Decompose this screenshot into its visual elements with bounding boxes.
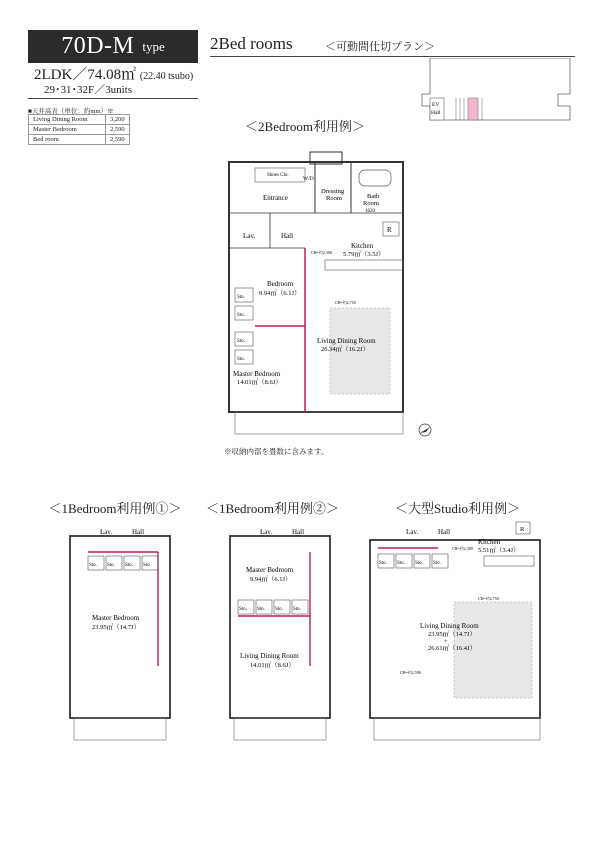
- hall-label: Hall: [438, 528, 451, 536]
- ceiling-height: 2,590: [106, 135, 130, 145]
- ceiling-height: 2,590: [106, 125, 130, 135]
- model-name: 70D-M: [61, 33, 135, 59]
- ldr-plus: +: [444, 638, 448, 645]
- area-tsubo: (22.40 tsubo): [139, 71, 194, 82]
- hall-label: Hall: [132, 528, 145, 536]
- lav-label: Lav.: [260, 528, 273, 536]
- key-hall-label: Hall: [431, 110, 441, 116]
- kitchen-label: Kitchen: [478, 538, 501, 546]
- floor-plan-1bedroom-1: [62, 516, 178, 744]
- ceiling-height-table: [28, 114, 130, 145]
- bath-room-label: Room: [363, 200, 379, 207]
- ceiling-room: Living Dining Room: [29, 115, 106, 125]
- bedroom-area: 9.94㎡（6.1J）: [259, 290, 301, 297]
- main-plan-heading: ＜2Bedroom利用例＞: [245, 119, 365, 134]
- bedroom-label: Bedroom: [267, 280, 294, 288]
- area-value: 2LDK／74.08㎡: [34, 67, 137, 83]
- storage-label: Sto.: [125, 563, 133, 568]
- table-row: [29, 135, 130, 145]
- bedroom-count: 2Bed rooms: [210, 34, 293, 53]
- ldr-label: Living Dining Room: [317, 337, 376, 345]
- lav-label: Lav.: [243, 232, 256, 240]
- plan-studio-heading: ＜大型Studio利用例＞: [395, 501, 520, 516]
- ceiling-caption: ■天井高表（単位：約mm）※: [28, 108, 114, 115]
- floor-plan-2bedroom: [215, 138, 445, 443]
- master-bedroom-area: 14.01㎡（8.6J）: [237, 379, 282, 386]
- hall-label: Hall: [292, 528, 305, 536]
- lav-label: Lav.: [406, 528, 419, 536]
- ldr-area: 26.34㎡（16.2J）: [321, 346, 370, 353]
- ch-low-label: CH=約2,590: [400, 670, 421, 675]
- ldr-area-2: 26.61㎡（16.4J）: [428, 645, 477, 652]
- wd-label: W/D: [303, 176, 314, 182]
- master-bedroom-label: Master Bedroom: [246, 566, 294, 574]
- sub-rule: [28, 98, 198, 99]
- key-ev-label: EV: [432, 102, 440, 108]
- bath-size-label: 1620: [365, 209, 375, 214]
- ch-living-label: CH=約2,750: [335, 300, 356, 305]
- refrigerator-label: R: [387, 226, 392, 234]
- storage-label: Sto.: [415, 561, 423, 566]
- refrigerator-label: R: [520, 526, 525, 533]
- shoes-closet-label: Shoes Clo.: [267, 173, 289, 178]
- plan-1bed-1-heading: ＜1Bedroom利用例①＞: [48, 501, 182, 516]
- table-row: [29, 125, 130, 135]
- header-rule: [210, 56, 575, 57]
- bathtub: [359, 170, 391, 186]
- dressing-room-label: Room: [326, 195, 342, 202]
- master-bedroom-area: 9.94㎡（6.1J）: [250, 576, 292, 583]
- dressing-label: Dressing: [321, 188, 345, 195]
- storage-label: Sto.: [237, 313, 245, 318]
- storage-label: Sto.: [239, 607, 247, 612]
- bath-label: Bath: [367, 193, 380, 200]
- ch-kitchen-label: CH=約2,300: [311, 250, 332, 255]
- ldr-area: 14.01㎡（8.6J）: [250, 662, 295, 669]
- storage-label: Sto.: [275, 607, 283, 612]
- floors-units: 29･31･32F／3units: [44, 84, 133, 96]
- model-title-box: [28, 30, 198, 63]
- storage-label: Sto.: [237, 357, 245, 362]
- table-row: [29, 115, 130, 125]
- hall-label: Hall: [281, 232, 294, 240]
- storage-label: Sto.: [379, 561, 387, 566]
- plan-note: ＜可動間仕切プラン＞: [325, 41, 435, 53]
- north-arrow-icon: [419, 424, 431, 436]
- plan-1bed-2-heading: ＜1Bedroom利用例②＞: [206, 501, 339, 516]
- entrance-label: Entrance: [263, 194, 288, 202]
- ceiling-room: Master Bedroom: [29, 125, 106, 135]
- ch-kitchen-label: CH=約2,300: [452, 546, 473, 551]
- storage-note: ※収納内部を畳数に含みます。: [224, 447, 329, 456]
- kitchen-area: 5.79㎡（3.5J）: [343, 251, 385, 258]
- kitchen-area: 5.51㎡（3.4J）: [478, 547, 520, 554]
- storage-label: Sto.: [107, 563, 115, 568]
- storage-label: Sto.: [293, 607, 301, 612]
- lav-label: Lav.: [100, 528, 113, 536]
- ldr-label: Living Dining Room: [420, 622, 479, 630]
- floor-plan-1bedroom-2: [222, 516, 338, 744]
- storage-label: Sto.: [257, 607, 265, 612]
- storage-label: Sto.: [89, 563, 97, 568]
- master-bedroom-label: Master Bedroom: [233, 370, 281, 378]
- ch-living-label: CH=約2,750: [478, 596, 499, 601]
- key-plan: [420, 58, 580, 122]
- storage-label: Sto.: [237, 339, 245, 344]
- ldr-area-1: 23.95㎡（14.7J）: [428, 631, 477, 638]
- master-bedroom-label: Master Bedroom: [92, 614, 140, 622]
- storage-label: Sto.: [433, 561, 441, 566]
- storage-label: Sto.: [397, 561, 405, 566]
- storage-label: Sto.: [237, 295, 245, 300]
- key-unit-highlight: [468, 98, 478, 120]
- storage-label: Sto.: [143, 563, 151, 568]
- ceiling-room: Bed room: [29, 135, 106, 145]
- master-bedroom-area: 23.95㎡（14.7J）: [92, 624, 141, 631]
- kitchen-label: Kitchen: [351, 242, 374, 250]
- model-suffix: type: [142, 38, 165, 54]
- ldr-label: Living Dining Room: [240, 652, 299, 660]
- floor-plan-studio: [360, 516, 550, 744]
- ceiling-height: 3,200: [106, 115, 130, 125]
